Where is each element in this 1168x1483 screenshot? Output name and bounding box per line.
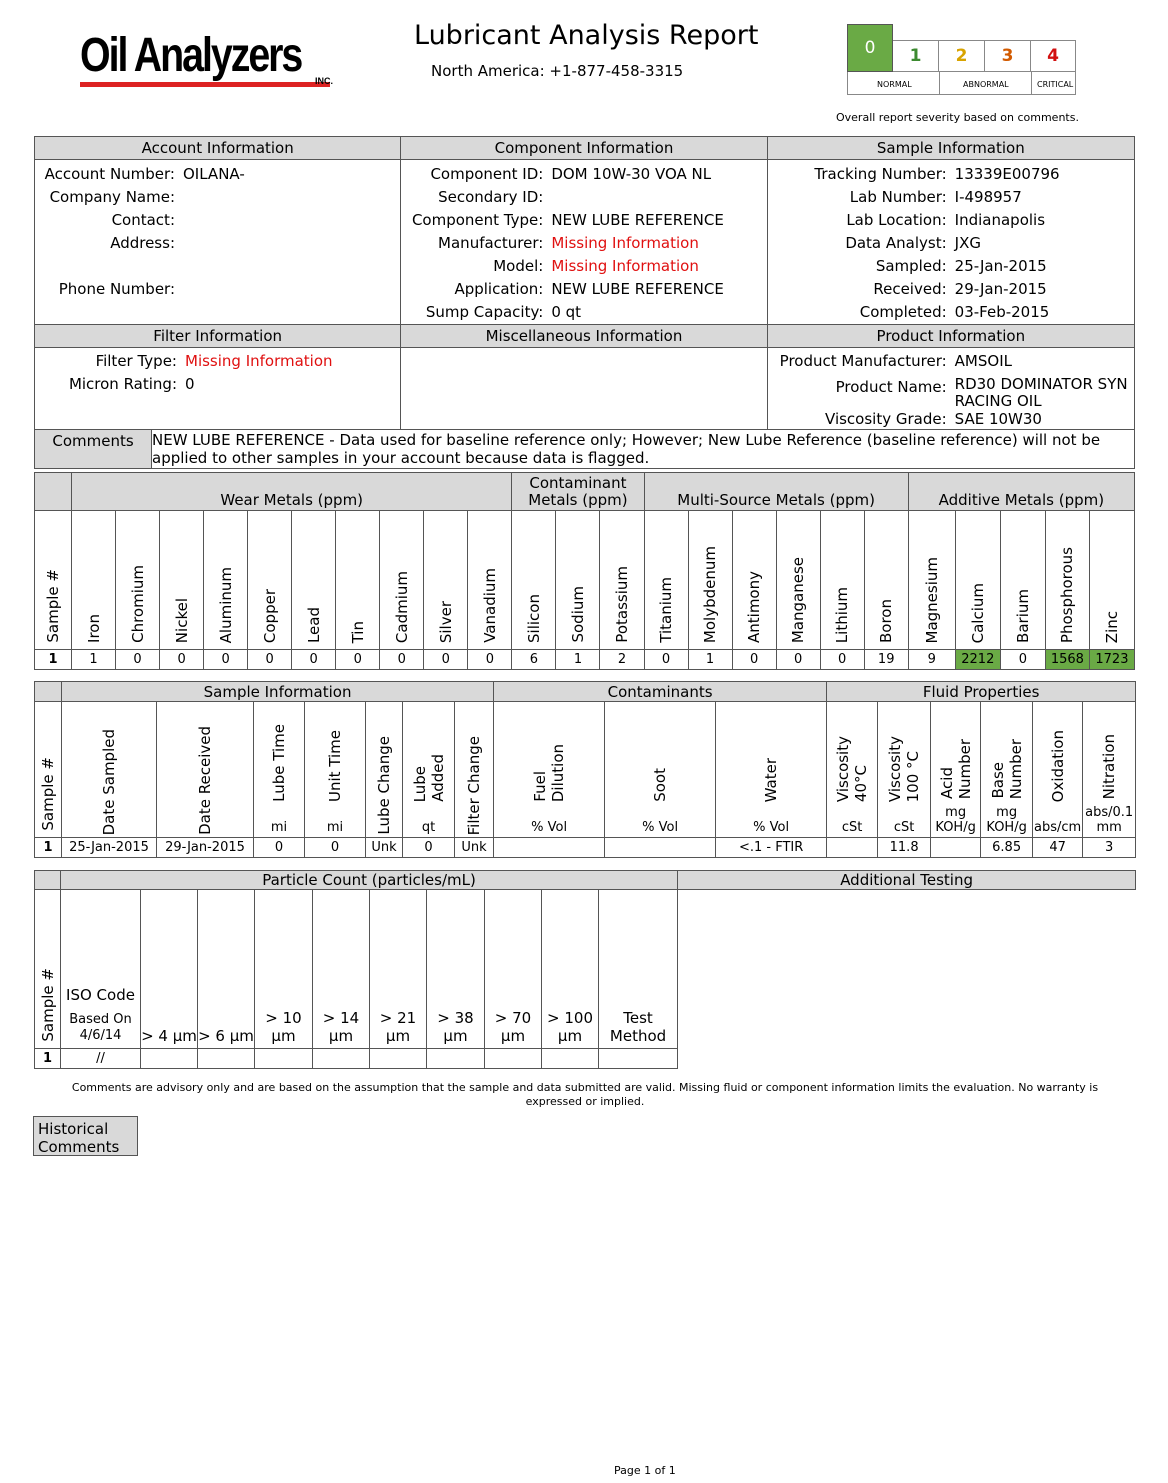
fluid-value: 11.8 xyxy=(878,838,931,858)
fluid-header-line: Viscosity xyxy=(886,735,905,802)
component-id: DOM 10W-30 VOA NL xyxy=(551,165,712,183)
component-type-row: Component Type: NEW LUBE REFERENCE xyxy=(411,211,724,229)
metal-label: Copper xyxy=(260,588,279,643)
metal-label: Sodium xyxy=(568,586,587,643)
particle-value xyxy=(141,1049,198,1069)
fluid-value: 6.85 xyxy=(981,838,1033,858)
metal-header-manganese xyxy=(776,511,820,650)
application-row: Application: NEW LUBE REFERENCE xyxy=(454,280,724,298)
fluid-value xyxy=(827,838,878,858)
fluid-header-label xyxy=(157,726,253,835)
particle-value xyxy=(255,1049,313,1069)
particle-value xyxy=(370,1049,427,1069)
fluid-header-line: Lube Change xyxy=(375,736,393,835)
received-row: Received: 29-Jan-2015 xyxy=(873,280,1047,298)
fluid-header-label xyxy=(403,754,454,802)
additional-testing-area xyxy=(678,890,1136,1069)
fluid-value: 0 xyxy=(403,838,455,858)
metal-header-lithium xyxy=(820,511,864,650)
metal-value-vanadium: 0 xyxy=(468,650,512,670)
fluid-header-fuel-dilution xyxy=(494,702,605,838)
particle-header: > 21 µm xyxy=(370,890,427,1049)
fluid-unit: mg KOH/g xyxy=(935,805,976,835)
viscosity-grade-row: Viscosity Grade: SAE 10W30 xyxy=(825,410,1042,428)
metal-value-zinc: 1723 xyxy=(1089,650,1134,670)
fluid-header-line: 100 °C xyxy=(904,750,923,802)
component-heading: Component Information xyxy=(401,137,766,160)
metal-header-silicon xyxy=(512,511,556,650)
particle-value xyxy=(198,1049,255,1069)
metal-header-copper xyxy=(248,511,292,650)
fluid-value: Unk xyxy=(455,838,494,858)
misc-heading: Miscellaneous Information xyxy=(401,325,766,348)
fluid-value: 25-Jan-2015 xyxy=(62,838,157,858)
particle-header: > 6 µm xyxy=(198,890,255,1049)
metal-value-chromium: 0 xyxy=(116,650,160,670)
metal-header-barium xyxy=(1000,511,1045,650)
fluid-header-acid-number xyxy=(931,702,981,838)
metal-value-phosphorous: 1568 xyxy=(1045,650,1089,670)
tracking-number-row: Tracking Number: 13339E00796 xyxy=(768,163,1134,186)
fluid-value: Unk xyxy=(366,838,403,858)
fluid-header-line: Oxidation xyxy=(1048,729,1067,802)
fluid-header-label xyxy=(305,730,365,802)
metal-label: Aluminum xyxy=(216,566,235,643)
particle-value xyxy=(313,1049,370,1069)
manufacturer-row: Manufacturer: Missing Information xyxy=(401,232,766,255)
model-row: Model: Missing Information xyxy=(401,255,766,278)
sample-number-header xyxy=(35,890,61,1049)
multi-source-metals-group: Multi-Source Metals (ppm) xyxy=(644,473,908,511)
company-logo xyxy=(80,30,332,90)
severity-divider xyxy=(1031,72,1032,95)
fluid-value: 29-Jan-2015 xyxy=(157,838,254,858)
severity-level-3: 3 xyxy=(985,40,1031,72)
metal-label: Magnesium xyxy=(922,556,941,643)
metal-label: Nickel xyxy=(172,597,191,643)
fluid-header-soot xyxy=(605,702,716,838)
missing-info: Missing Information xyxy=(185,352,333,370)
sample-number-header xyxy=(35,702,62,838)
fluid-header-viscosity-40-c xyxy=(827,702,878,838)
metal-label: Antimony xyxy=(745,571,764,643)
fluid-value: 3 xyxy=(1083,838,1136,858)
fluid-header-line: Number xyxy=(955,738,974,799)
metal-label: Molybdenum xyxy=(701,545,720,643)
product-name-line: RACING OIL xyxy=(954,392,1042,410)
fluid-unit: mi xyxy=(270,820,288,835)
comments-text: NEW LUBE REFERENCE - Data used for baseline reference only; However; New Lube Reference (baseline reference) will not be applied to other samples in your account because data is flagged. xyxy=(152,431,1101,467)
particle-header: > 4 µm xyxy=(141,890,198,1049)
metal-header-vanadium xyxy=(468,511,512,650)
fluid-header-label xyxy=(931,739,980,799)
sample-number-label: Sample # xyxy=(38,968,57,1042)
fluid-header-label xyxy=(366,736,402,835)
fluid-header-line: Viscosity xyxy=(834,735,853,802)
contact-row: Contact: xyxy=(111,211,175,229)
fluid-header-line: Date Received xyxy=(196,726,214,835)
particle-count-table xyxy=(34,870,1136,1069)
fluid-header-label xyxy=(1033,730,1082,802)
fluid-header-label xyxy=(981,739,1032,799)
metal-header-chromium xyxy=(116,511,160,650)
sample-number-header xyxy=(35,511,72,650)
fluid-header-label xyxy=(494,744,604,802)
iso-code-header xyxy=(61,890,141,1049)
metal-label: Titanium xyxy=(657,577,676,643)
particle-value xyxy=(599,1049,678,1069)
fluid-header-line: Lube Time xyxy=(270,724,288,802)
fluid-header-line: Date Sampled xyxy=(100,728,118,835)
logo-underline xyxy=(80,82,330,87)
contaminant-metals-group: Contaminant Metals (ppm) xyxy=(512,473,644,511)
fluid-header-line: Soot xyxy=(651,768,670,802)
fluid-unit: qt xyxy=(421,820,436,835)
fluid-unit: % Vol xyxy=(753,820,790,835)
fluid-header-line: Added xyxy=(428,754,447,802)
severity-label-normal: NORMAL xyxy=(877,80,912,89)
sample-number: 1 xyxy=(35,838,62,858)
metal-value-lithium: 0 xyxy=(820,650,864,670)
account-number: OILANA- xyxy=(183,165,245,183)
metal-value-cadmium: 0 xyxy=(380,650,424,670)
metal-value-barium: 0 xyxy=(1000,650,1045,670)
fluid-header-label xyxy=(716,758,826,802)
fluid-table xyxy=(34,681,1136,858)
contaminants-group: Contaminants xyxy=(494,682,827,702)
page-number: Page 1 of 1 xyxy=(614,1464,676,1477)
missing-info: Missing Information xyxy=(551,234,699,252)
fluid-value xyxy=(931,838,981,858)
historical-comments-line: Comments xyxy=(38,1138,120,1156)
metal-header-iron xyxy=(72,511,116,650)
metal-value-tin: 0 xyxy=(336,650,380,670)
metal-value-titanium: 0 xyxy=(644,650,688,670)
metal-header-potassium xyxy=(600,511,644,650)
historical-comments xyxy=(33,1116,138,1156)
fluid-header-viscosity-100-c xyxy=(878,702,931,838)
phone-number: North America: +1-877-458-3315 xyxy=(431,62,684,80)
particle-count-heading: Particle Count (particles/mL) xyxy=(61,871,678,890)
secondary-id-row: Secondary ID: xyxy=(438,188,544,206)
company-name-row: Company Name: xyxy=(49,188,175,206)
metal-header-nickel xyxy=(160,511,204,650)
fluid-header-water xyxy=(716,702,827,838)
fluid-header-line: Acid xyxy=(937,767,956,799)
miscellaneous-information xyxy=(401,325,767,429)
filter-heading: Filter Information xyxy=(35,325,400,348)
logo-inc: INC. xyxy=(315,76,333,86)
fluid-header-line: Dilution xyxy=(549,743,568,802)
fluid-unit: mi xyxy=(326,820,344,835)
severity-level-0: 0 xyxy=(847,24,893,72)
product-name-line: RD30 DOMINATOR SYN xyxy=(954,375,1128,393)
comments-label: Comments xyxy=(35,430,152,468)
particle-header: > 10 µm xyxy=(255,890,313,1049)
metal-label: Iron xyxy=(84,614,103,643)
metal-header-titanium xyxy=(644,511,688,650)
sample-number-label: Sample # xyxy=(44,569,62,643)
metal-label: Calcium xyxy=(968,582,987,643)
metal-value-iron: 1 xyxy=(72,650,116,670)
tracking-number: 13339E00796 xyxy=(954,165,1060,183)
particle-value xyxy=(485,1049,542,1069)
product-heading: Product Information xyxy=(768,325,1134,348)
metal-label: Manganese xyxy=(789,556,808,643)
fluid-header-lube-added xyxy=(403,702,455,838)
metal-label: Cadmium xyxy=(392,570,411,643)
particle-header: > 70 µm xyxy=(485,890,542,1049)
product-information xyxy=(768,325,1134,429)
metal-label: Lithium xyxy=(833,586,852,643)
fluid-header-label xyxy=(62,729,156,835)
fluid-header-oxidation xyxy=(1033,702,1083,838)
product-manufacturer-row: Product Manufacturer: AMSOIL xyxy=(779,352,1012,370)
metal-value-lead: 0 xyxy=(292,650,336,670)
fluid-properties-group: Fluid Properties xyxy=(827,682,1136,702)
metal-label: Silver xyxy=(436,600,455,643)
fluid-header-lube-change xyxy=(366,702,403,838)
fluid-unit: abs/0.1 mm xyxy=(1085,805,1134,835)
fluid-header-unit-time xyxy=(305,702,366,838)
metal-header-phosphorous xyxy=(1045,511,1089,650)
iso-code-value: // xyxy=(61,1049,141,1069)
comments-row xyxy=(35,429,1134,468)
address-row-2 xyxy=(35,255,400,278)
fluid-header-line: Nitration xyxy=(1100,733,1119,799)
fluid-value xyxy=(605,838,716,858)
component-id-row: Component ID: DOM 10W-30 VOA NL xyxy=(401,163,766,186)
severity-labels xyxy=(847,72,1076,95)
fluid-unit: cSt xyxy=(893,820,915,835)
particle-header: > 14 µm xyxy=(313,890,370,1049)
metal-header-boron xyxy=(864,511,908,650)
metal-header-molybdenum xyxy=(688,511,732,650)
iso-code-sub: Based On 4/6/14 xyxy=(69,1012,132,1043)
metal-value-boron: 19 xyxy=(864,650,908,670)
sample-number: 1 xyxy=(35,1049,61,1069)
fluid-value: 0 xyxy=(305,838,366,858)
sample-number-label: Sample # xyxy=(39,757,57,831)
missing-info: Missing Information xyxy=(551,257,699,275)
fluid-value xyxy=(494,838,605,858)
lab-location-row: Lab Location: Indianapolis xyxy=(846,211,1046,229)
micron-rating-row: Micron Rating: 0 xyxy=(68,375,195,393)
metal-label: Boron xyxy=(877,599,896,643)
fluid-header-date-received xyxy=(157,702,254,838)
fluid-header-line: Base xyxy=(988,762,1007,799)
fluid-header-label xyxy=(878,736,930,802)
particle-header: > 100 µm xyxy=(542,890,599,1049)
wear-metals-group: Wear Metals (ppm) xyxy=(72,473,512,511)
metal-header-calcium xyxy=(955,511,1000,650)
metal-value-magnesium: 9 xyxy=(908,650,955,670)
metal-value-antimony: 0 xyxy=(732,650,776,670)
fluid-header-line: Filter Change xyxy=(465,735,484,835)
report-title: Lubricant Analysis Report xyxy=(414,20,759,51)
account-heading: Account Information xyxy=(35,137,400,160)
metal-label: Phosphorous xyxy=(1058,546,1077,643)
completed-row: Completed: 03-Feb-2015 xyxy=(859,303,1050,321)
metal-header-tin xyxy=(336,511,380,650)
metal-value-silver: 0 xyxy=(424,650,468,670)
lab-number-row: Lab Number: I-498957 xyxy=(849,188,1022,206)
account-number-row: Account Number: OILANA- xyxy=(35,163,400,186)
metal-value-manganese: 0 xyxy=(776,650,820,670)
filter-information xyxy=(35,325,401,429)
fluid-unit: % Vol xyxy=(642,820,679,835)
fluid-unit: mg KOH/g xyxy=(986,805,1027,835)
metal-header-zinc xyxy=(1089,511,1134,650)
severity-label-critical: CRITICAL xyxy=(1037,80,1074,89)
metal-value-nickel: 0 xyxy=(160,650,204,670)
fluid-value: 0 xyxy=(254,838,305,858)
filter-type-row: Filter Type: Missing Information xyxy=(35,350,400,373)
fluid-value: <.1 - FTIR xyxy=(716,838,827,858)
sample-number: 1 xyxy=(35,650,72,670)
fluid-header-label xyxy=(827,736,877,802)
fluid-value: 47 xyxy=(1033,838,1083,858)
severity-note: Overall report severity based on comments. xyxy=(836,111,1079,124)
fluid-header-label xyxy=(1083,734,1135,799)
metal-header-lead xyxy=(292,511,336,650)
metal-header-sodium xyxy=(556,511,600,650)
severity-scale xyxy=(847,24,1076,95)
historical-comments-line: Historical xyxy=(38,1120,109,1138)
fluid-header-line: Water xyxy=(762,757,781,802)
sampled-row: Sampled: 25-Jan-2015 xyxy=(875,257,1047,275)
metal-value-copper: 0 xyxy=(248,650,292,670)
fluid-header-line: Unit Time xyxy=(326,729,344,802)
fluid-header-line: 40°C xyxy=(852,764,871,802)
severity-level-1: 1 xyxy=(893,40,939,72)
fluid-unit: cSt xyxy=(841,820,863,835)
particle-value xyxy=(427,1049,485,1069)
fluid-header-nitration xyxy=(1083,702,1136,838)
logo-wordmark: Oil Analyzers xyxy=(80,29,302,82)
fluid-corner xyxy=(35,682,62,702)
fluid-header-label xyxy=(455,736,493,835)
sump-capacity-row: Sump Capacity: 0 qt xyxy=(425,303,582,321)
iso-code-label: ISO Code xyxy=(66,986,135,1004)
fluid-header-label xyxy=(254,724,304,802)
metal-label: Vanadium xyxy=(480,568,499,643)
fluid-header-line: Fuel xyxy=(531,771,550,802)
fluid-header-base-number xyxy=(981,702,1033,838)
metal-header-silver xyxy=(424,511,468,650)
particle-header: > 38 µm xyxy=(427,890,485,1049)
metal-header-magnesium xyxy=(908,511,955,650)
fluid-header-line: Number xyxy=(1006,738,1025,799)
fluid-header-line: Lube xyxy=(410,765,429,802)
product-name xyxy=(955,376,1128,410)
metals-corner xyxy=(35,473,72,511)
metal-header-antimony xyxy=(732,511,776,650)
additive-metals-group: Additive Metals (ppm) xyxy=(908,473,1134,511)
metal-header-aluminum xyxy=(204,511,248,650)
metal-label: Potassium xyxy=(612,566,631,643)
data-analyst-row: Data Analyst: JXG xyxy=(845,234,981,252)
info-section xyxy=(34,136,1135,469)
phone-row: Phone Number: xyxy=(58,280,175,298)
fluid-header-label xyxy=(605,768,715,802)
severity-level-4: 4 xyxy=(1031,40,1076,72)
fluid-unit: % Vol xyxy=(531,820,568,835)
metal-label: Tin xyxy=(348,620,367,643)
particle-header: Test Method xyxy=(599,890,678,1049)
metal-label: Barium xyxy=(1013,589,1032,643)
metal-header-cadmium xyxy=(380,511,424,650)
sample-info-group: Sample Information xyxy=(62,682,494,702)
metal-value-aluminum: 0 xyxy=(204,650,248,670)
metal-label: Silicon xyxy=(524,594,543,643)
additional-testing-heading: Additional Testing xyxy=(678,871,1136,890)
fluid-header-filter-change xyxy=(455,702,494,838)
fluid-header-lube-time xyxy=(254,702,305,838)
severity-divider xyxy=(939,72,940,95)
sample-information xyxy=(768,137,1134,324)
component-information xyxy=(401,137,767,324)
metal-label: Chromium xyxy=(128,565,147,643)
particle-value xyxy=(542,1049,599,1069)
metal-value-silicon: 6 xyxy=(512,650,556,670)
fluid-header-date-sampled xyxy=(62,702,157,838)
metal-label: Zinc xyxy=(1102,610,1121,643)
product-name-row: Product Name: RD30 DOMINATOR SYN RACING OIL xyxy=(835,375,1128,410)
severity-label-abnormal: ABNORMAL xyxy=(963,80,1009,89)
severity-level-2: 2 xyxy=(939,40,985,72)
metal-value-molybdenum: 1 xyxy=(688,650,732,670)
disclaimer: Comments are advisory only and are based on the assumption that the sample and data submitted are valid. Missing fluid or component information limits the evaluation. No warranty is expressed or implied. xyxy=(71,1081,1099,1108)
fluid-unit: abs/cm xyxy=(1034,820,1082,835)
metal-label: Lead xyxy=(304,606,323,643)
account-information xyxy=(35,137,401,324)
metal-value-sodium: 1 xyxy=(556,650,600,670)
address-row: Address: xyxy=(110,234,175,252)
sample-heading: Sample Information xyxy=(768,137,1134,160)
metals-table xyxy=(34,472,1135,670)
particle-corner xyxy=(35,871,61,890)
metal-value-potassium: 2 xyxy=(600,650,644,670)
metal-value-calcium: 2212 xyxy=(955,650,1000,670)
